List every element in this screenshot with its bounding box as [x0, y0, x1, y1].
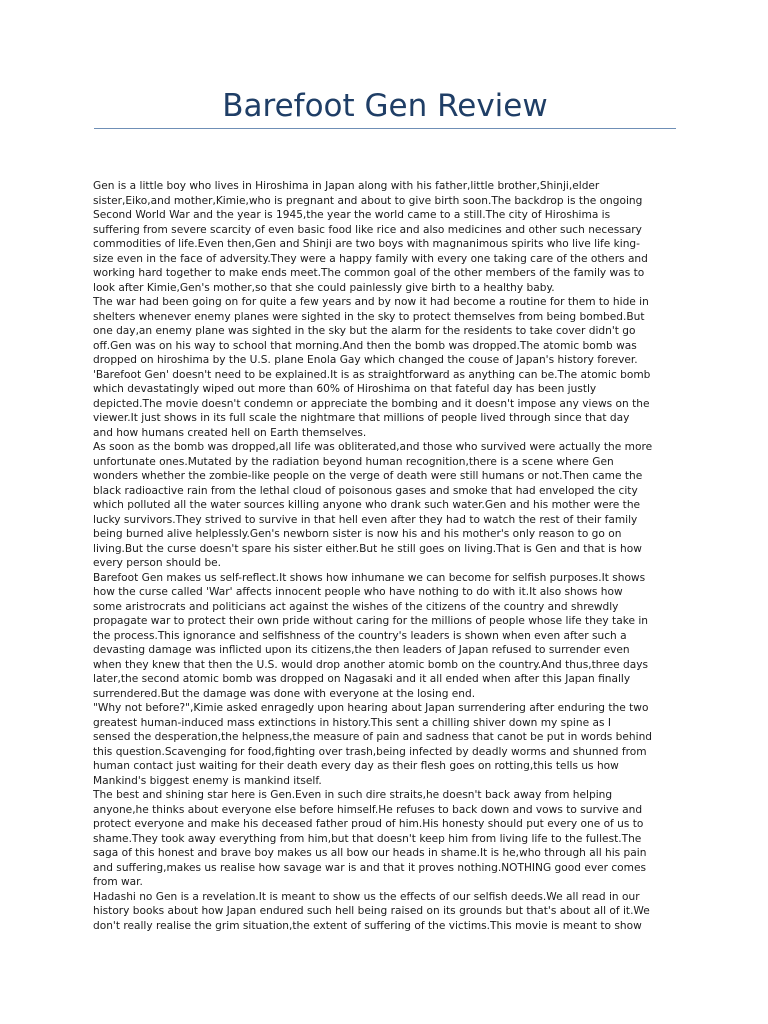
text-line: and how humans created hell on Earth themselves. — [93, 426, 367, 439]
text-line: shame.They took away everything from him,but that doesn't keep him from living life to the fullest.The — [93, 832, 642, 845]
text-line: Second World War and the year is 1945,the year the world came to a still.The city of Hiroshima is — [93, 209, 611, 221]
text-line: lucky survivors.They strived to survive in that hell even after they had to watch the rest of their family — [93, 513, 638, 526]
text-line: dropped on hiroshima by the U.S. plane Enola Gay which changed the couse of Japan's history forever. — [93, 354, 638, 366]
text-line: sister,Eiko,and mother,Kimie,who is pregnant and about to give birth soon.The backdrop is the ongoing — [93, 194, 643, 207]
text-line: The war had been going on for quite a few years and by now it had become a routine for them to hide in — [93, 296, 649, 308]
text-line: Hadashi no Gen is a revelation.It is meant to show us the effects of our selfish deeds.We all read in our — [93, 890, 640, 903]
text-line: anyone,he thinks about everyone else before himself.He refuses to back down and vows to survive and — [93, 803, 643, 816]
text-line: human contact just waiting for their death every day as their flesh goes on rotting,this tells us how — [93, 760, 619, 772]
text-line: from war. — [93, 876, 143, 888]
text-line: propagate war to protect their own pride without caring for the millions of people whose life they take in — [93, 615, 649, 627]
text-line: which polluted all the water sources killing anyone who drank such water.Gen and his mother were the — [93, 499, 641, 511]
text-line: how the curse called 'War' affects innocent people who have nothing to do with it.It also shows how — [93, 586, 623, 598]
text-line: living.But the curse doesn't spare his sister either.But he still goes on living.That is Gen and that is how — [93, 542, 642, 555]
text-line: when they knew that then the U.S. would drop another atomic bomb on the country.And thus,three days — [93, 658, 648, 671]
text-line: this question.Scavenging for food,fighting over trash,being infected by deadly worms and shunned from — [93, 745, 647, 758]
text-line: shelters whenever enemy planes were sighted in the sky to protect themselves from being bombed.But — [93, 310, 645, 323]
text-line: some aristrocrats and politicians act against the wishes of the citizens of the country and shrewdly — [93, 600, 619, 613]
text-line: 'Barefoot Gen' doesn't need to be explained.It is as straightforward as anything can be.The atomic bomb — [93, 368, 651, 381]
text-line: the process.This ignorance and selfishness of the country's leaders is shown when even after such a — [93, 629, 627, 642]
text-line: don't really realise the grim situation,the extent of suffering of the victims.This movie is meant to show — [93, 919, 642, 932]
text-line: and suffering,makes us realise how savage war is and that it proves nothing.NOTHING good ever comes — [93, 861, 647, 874]
text-line: working hard together to make ends meet.The common goal of the other members of the family was to — [93, 267, 645, 279]
text-line: sensed the desperation,the helpness,the measure of pain and sadness that canot be put in words behind — [93, 731, 653, 743]
text-line: Mankind's biggest enemy is mankind itself. — [93, 774, 322, 787]
text-line: look after Kimie,Gen's mother,so that she could painlessly give birth to a healthy baby. — [93, 281, 555, 294]
text-line: depicted.The movie doesn't condemn or appreciate the bombing and it doesn't impose any views on the — [93, 397, 650, 410]
text-line: unfortunate ones.Mutated by the radiation beyond human recognition,there is a scene where Gen — [93, 455, 614, 468]
text-line: viewer.It just shows in its full scale the nightmare that millions of people lived through since that day — [93, 412, 630, 424]
text-line: being burned alive helplessly.Gen's newborn sister is now his and his mother's only reason to go on — [93, 528, 622, 540]
text-line: off.Gen was on his way to school that morning.And then the bomb was dropped.The atomic bomb was — [93, 339, 637, 352]
text-line: history books about how Japan endured such hell being raised on its grounds but that's about all of it.We — [93, 905, 650, 917]
text-line: wonders whether the zombie-like people on the verge of death were still humans or not.Then came the — [93, 470, 643, 482]
text-line: black radioactive rain from the lethal cloud of poisonous gases and smoke that had enveloped the city — [93, 484, 638, 497]
text-line: later,the second atomic bomb was dropped on Nagasaki and it all ended when after this Japan finally — [93, 673, 631, 685]
text-line: Gen is a little boy who lives in Hiroshima in Japan along with his father,little brother,Shinji,elder — [93, 180, 600, 192]
text-line: protect everyone and make his deceased father proud of him.His honesty should put every one of us to — [93, 818, 644, 830]
text-line: one day,an enemy plane was sighted in the sky but the alarm for the residents to take cover didn't go — [93, 325, 636, 337]
text-line: commodities of life.Even then,Gen and Shinji are two boys with magnanimous spirits who live life king- — [93, 238, 640, 250]
text-line: which devastatingly wiped out more than 60% of Hiroshima on that fateful day has been justly — [93, 383, 597, 395]
text-line: As soon as the bomb was dropped,all life was obliterated,and those who survived were actually the more — [93, 441, 653, 453]
text-line: surrendered.But the damage was done with everyone at the losing end. — [93, 687, 476, 700]
text-line: devasting damage was inflicted upon its citizens,the then leaders of Japan refused to surrender even — [93, 644, 630, 656]
text-line: size even in the face of adversity.They were a happy family with every one taking care of the others and — [93, 252, 648, 265]
review-body — [93, 179, 675, 933]
text-line: Barefoot Gen makes us self-reflect.It shows how inhumane we can become for selfish purposes.It shows — [93, 571, 646, 584]
text-line: greatest human-induced mass extinctions in history.This sent a chilling shiver down my spine as I — [93, 716, 611, 729]
text-line: suffering from severe scarcity of even basic food like rice and also medicines and other such necessary — [93, 223, 642, 236]
text-line: "Why not before?",Kimie asked enragedly upon hearing about Japan surrendering after enduring the two — [93, 702, 649, 714]
title-divider — [94, 128, 676, 129]
text-line: The best and shining star here is Gen.Even in such dire straits,he doesn't back away from helping — [93, 789, 613, 801]
text-line: every person should be. — [93, 557, 222, 569]
page-title: Barefoot Gen Review — [222, 88, 548, 124]
text-line: saga of this honest and brave boy makes us all bow our heads in shame.It is he,who through all his pain — [93, 847, 647, 859]
